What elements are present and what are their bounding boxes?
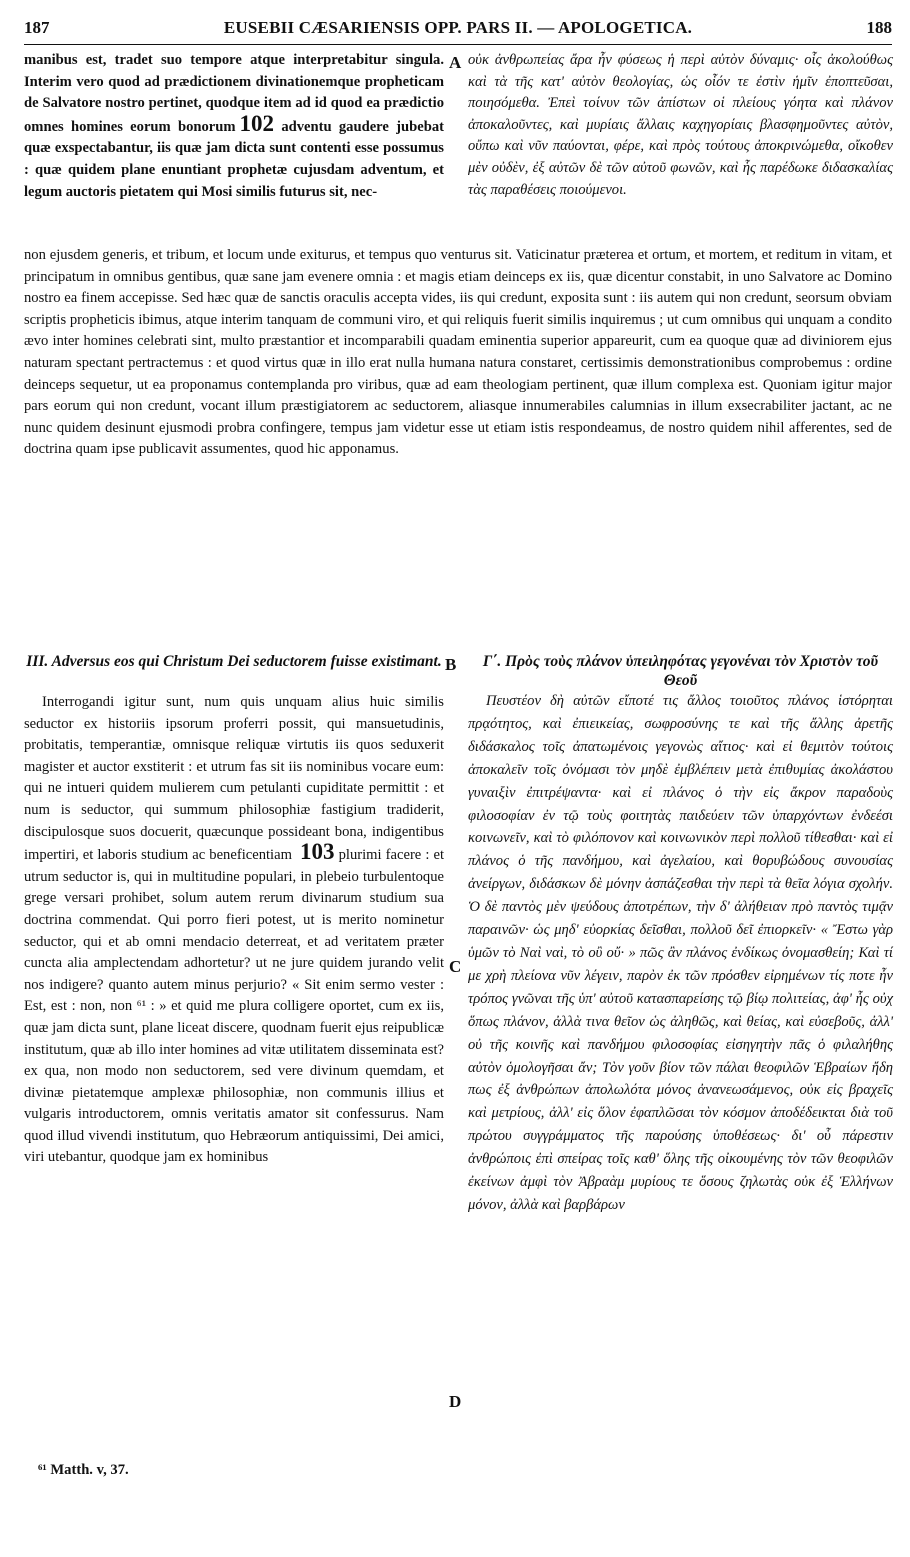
latin-body-text-continued: plurimi facere : et utrum seductor is, qui in multitudine populari, in plebeio turbulentoque grege versari prohibet, solum autem rerum divinarum studium sua doctrina commendat. Qui porro fieri potest, ut is merito nominetur seductor, qui et ab omni mendacio deterreat, et ad veritatem præter cuncta alia amplectendam adhortetur? ut ne jure quidem jurando velit nos indigere? quanto autem minus perjurio? « Sit enim sermo vester : Est, est : non, non ⁶¹ : » et quid me plura colligere oportet, cum ex iis, quæ jam dicta sunt, plane liceat discere, quodnam fuerit ejus reipublicæ institutum, quæ ab illo inter homines ad vitæ utilitatem disseminata est? ex qua, non modo non seductorem, sed vere divinum quemdam, et divinæ pietatemque amplexæ philosophiæ, non communis illius et vulgaris introductorem, omnis veritatis amator sit confessurus. Nam quod illud vivendi institutum, quo Hebræorum antiquissimi, Dei amici, viri utebantur, quodque jam ex hominibus [24,847,444,1166]
greek-section-heading [468,652,893,690]
greek-body-paragraph: Πευστέον δὴ αὐτῶν εἴποτέ τις ἄλλος τοιοῦτος πλάνος ἱστόρηται πρᾳότητος, καὶ ἐπιεικείας, σωφροσύνης τε καὶ τῆς ἄλλης ἀρετῆς διδάσκαλος τοῖς ἀπατωμένοις γεγονὼς αἴτιος· καὶ εἰ θεμιτὸν τούτοις ἀποκαλεῖν τοῖς ὀνόμασι τὸν μηδὲ ἐμβλέπειν μετὰ ἐπιθυμίας ἀκολάστου γυναιξὶν ἐπιτρέψαντα· καὶ εἰ πλάνος ὁ τὴν εἰς ἄκρον παραδοὺς φιλοσοφίαν ἐν τῷ τοὺς φοιτητὰς παιδεύειν τῶν ὑπαρχόντων ἐνδεέσι κοινωνεῖν, καὶ τὸ φιλόπονον καὶ κοινωνικὸν περὶ πολλοῦ τίθεσθαι· καὶ εἰ πλάνος ὁ τῆς πανδήμου, καὶ ἀγελαίου, καὶ θορυβώδους συνουσίας ἀνείργων, διδάσκων δὲ μόνην ἀσπάζεσθαι τὴν περὶ τὰ θεῖα λόγια σχολήν. Ὁ δὲ παντὸς μὲν ψεύδους ἀποτρέπων, τὴν δ' ἀλήθειαν πρὸ παντὸς τιμᾷν παραινῶν· ὡς μηδ' εὐορκίας δεῖσθαι, πολλοῦ δεῖ ἐπιορκεῖν· « Ἔστω γὰρ ὑμῶν τὸ Ναὶ ναὶ, τὸ οὒ οὔ· » πῶς ἂν πλάνος ἐνδίκως ὀνομασθείη; Καὶ τί με χρὴ πλείονα νῦν λέγειν, παρὸν ἐκ τῶν πρόσθεν εἰρημένων τίς ποτε ἦν τρόπος γνῶναι τῆς ὑπ' αὐτοῦ κατασπαρείσης τῷ βίῳ πολιτείας, ἀφ' ἧς οὐχ ὅπως πλάνον, ἀλλὰ τινα θεῖον ὡς ἀληθῶς, καὶ θείας, καὶ εὐσεβοῦς, ἀλλ' οὐ τῆς κοινῆς καὶ πανδήμου φιλοσοφίας εἰσηγητὴν πᾶς ὁ φιλαλήθης αὐτὸν ὁμολογῆσαι ἄν; Τὸν γοῦν βίον τῶν πάλαι θεοφιλῶν Ἑβραίων ἤδη πως ἐξ ἀνθρώπων ἀπολωλότα μόνος ἀνανεωσάμενος, οὐκ εἰς βραχεῖς καὶ μετρίους, ἀλλ' εἰς ὅλον ἐφαπλῶσαι τὸν κόσμον ἀποδέδεικται διὰ τοῦ πρώτου συγγράμματος τῆς παρούσης ὑποθέσεως· δι' οὗ πάρεστιν ἀνθρώποις ἐπὶ σπείρας τοῖς καθ' ὅλης τῆς οἰκουμένης τὸν τῶν θεοφιλῶν ἐκείνων ἀμφὶ τὸν Ἀβραὰμ μυρίους τε ὅσους ζηλωτὰς οὐκ ἐξ Ἑλλήνων μόνον, ἀλλὰ καὶ βαρβάρων [468,693,893,1213]
section-title-latin: III. Adversus eos qui Christum Dei seductorem fuisse existimant. [26,653,442,670]
greek-column-body [468,690,893,1217]
page-number-left: 187 [24,18,50,37]
margin-number-103: 103 [300,839,335,865]
running-header [24,16,892,42]
latin-body-text: Interrogandi igitur sunt, num quis unquam alius huic similis seductor ex historiis ipsorum proferri possit, qui mansuetudinis, probitatis, temperantiæ, omnisque reliquæ virtutis iis quos seduxerit magister et auctor exstiterit : et utrum fas sit iis nominibus vocare eum: qui ne intueri quidem mulierem cum petulanti cupiditate permittit : et num is seductor, qui summum philosophiæ fastigium tradiderit, discipulosque suos docuerit, quæcunque possideant bona, indigentibus impertiri, et laboris studium ac beneficentiam [24,694,444,864]
section-marker-b: B [445,655,457,674]
page-number-right: 188 [866,18,892,37]
latin-paragraph-full: non ejusdem generis, et tribum, et locum unde exiturus, et tempus quo venturus sit. Vaticinatur præterea et ortum, et mortem, et reditum in vitam, et principatum in omnibus gentibus, quæ sane jam evenere omnia : et magis etiam deinceps ex iis, quæ dicentur constabit, in uno Salvatore ac Domino nostro ea finem accepisse. Sed hæc quæ de sanctis oraculis accepta vides, iis qui credunt, exposita sunt : iis autem qui non credunt, seorsum obviam scriptis propheticis ibimus, atque interim tanquam de communi viro, et qui reliquis fuerit similis inquiremus ; ut cum omnibus qui unquam a condito ævo inter homines celebrati sint, multo præstantior et incomparabili quadam eminentia superior appareurit, cum ea quoque quæ ad diviniorem ejus naturam spectant pertractemus : et quod virtus quæ in illo erat nulla humana natura constaret, certissimis demonstrationibus comprobemus : ordine deinceps sequetur, ut ea proponamus contemplanda pro viribus, quæ ad eam theologiam pertinent, quæ illum complexa est. Quoniam igitur major pars eorum qui non credunt, vocant illum præstigiatorem ac seductorem, aliasque innumerabiles calumnias in illum exsecrabiliter jactant, ac ne nunc quidem desinunt ejusmodi probra confingere, tempus jam videtur esse ut etiam istis respondeamus, de nostro quidem nihil afferentes, sed de doctrina quam ipse publicavit assumentes, quod hic apponamus. [24,247,892,458]
greek-column-top [468,50,893,201]
section-marker-c: C [449,957,462,976]
latin-text-continued: adventu gaudere jubebat quæ exspectabantur, iis quæ jam dicta sunt contenti esse possumus : quæ quidem plane enuntiant prophetæ cujusdam adventum, et legum auctoris pietatem qui Mosi similis futurus sit, nec- [24,118,444,200]
footnote: ⁶¹ Matth. v, 37. [38,1462,129,1478]
margin-number-102: 102 [239,110,275,136]
latin-section-heading [24,652,444,671]
greek-paragraph: οὐκ ἀνθρωπείας ἄρα ἦν φύσεως ἡ περὶ αὐτὸν δύναμις· οἷς ἀκολούθως καὶ τὰ τῆς κατ' αὐτὸν θεολογίας, ὡς οἷόν τε ἐστὶν ἡμῖν ἐποπτεῦσαι, ποιησόμεθα. Ἐπεὶ τοίνυν τῶν ἀπίστων οἱ πλείους γόητα καὶ πλάνον ἀποκαλοῦντες, καὶ μυρίαις ἄλλαις καχηγορίαις βλασφημοῦντες αὐτὸν, οὔπω καὶ νῦν παύονται, φέρε, καὶ πρὸς τούτους ἀποκρινώμεθα, οἴκοθεν μὲν οὐδὲν, ἐξ αὐτῶν δὲ τῶν αὐτοῦ φωνῶν, καὶ ἧς παρέδωκε διδασκαλίας τὰς παραθέσεις ποιούμενοι. [468,52,893,198]
latin-paragraph [24,50,444,203]
latin-column-body [24,692,444,1169]
latin-column-top [24,50,444,203]
header-rule [24,44,892,45]
latin-body-paragraph [24,692,444,1169]
section-marker-a: A [449,53,462,72]
section-title-greek: Γ΄. Πρὸς τοὺς πλάνον ὑπειληφότας γεγονέναι τὸν Χριστὸν τοῦ Θεοῦ [482,653,879,689]
running-title: EUSEBII CÆSARIENSIS OPP. PARS II. — APOLOGETICA. [223,18,693,37]
latin-fullwidth [24,245,892,461]
latin-text: manibus est, tradet suo tempore atque interpretabitur singula. Interim vero quod ad prædictionem divinationemque propheticam de Salvatore nostro pertinet, quodque item ad id quod ea prædictio omnes homines eorum bonorum [24,52,444,135]
section-marker-d: D [449,1392,462,1411]
